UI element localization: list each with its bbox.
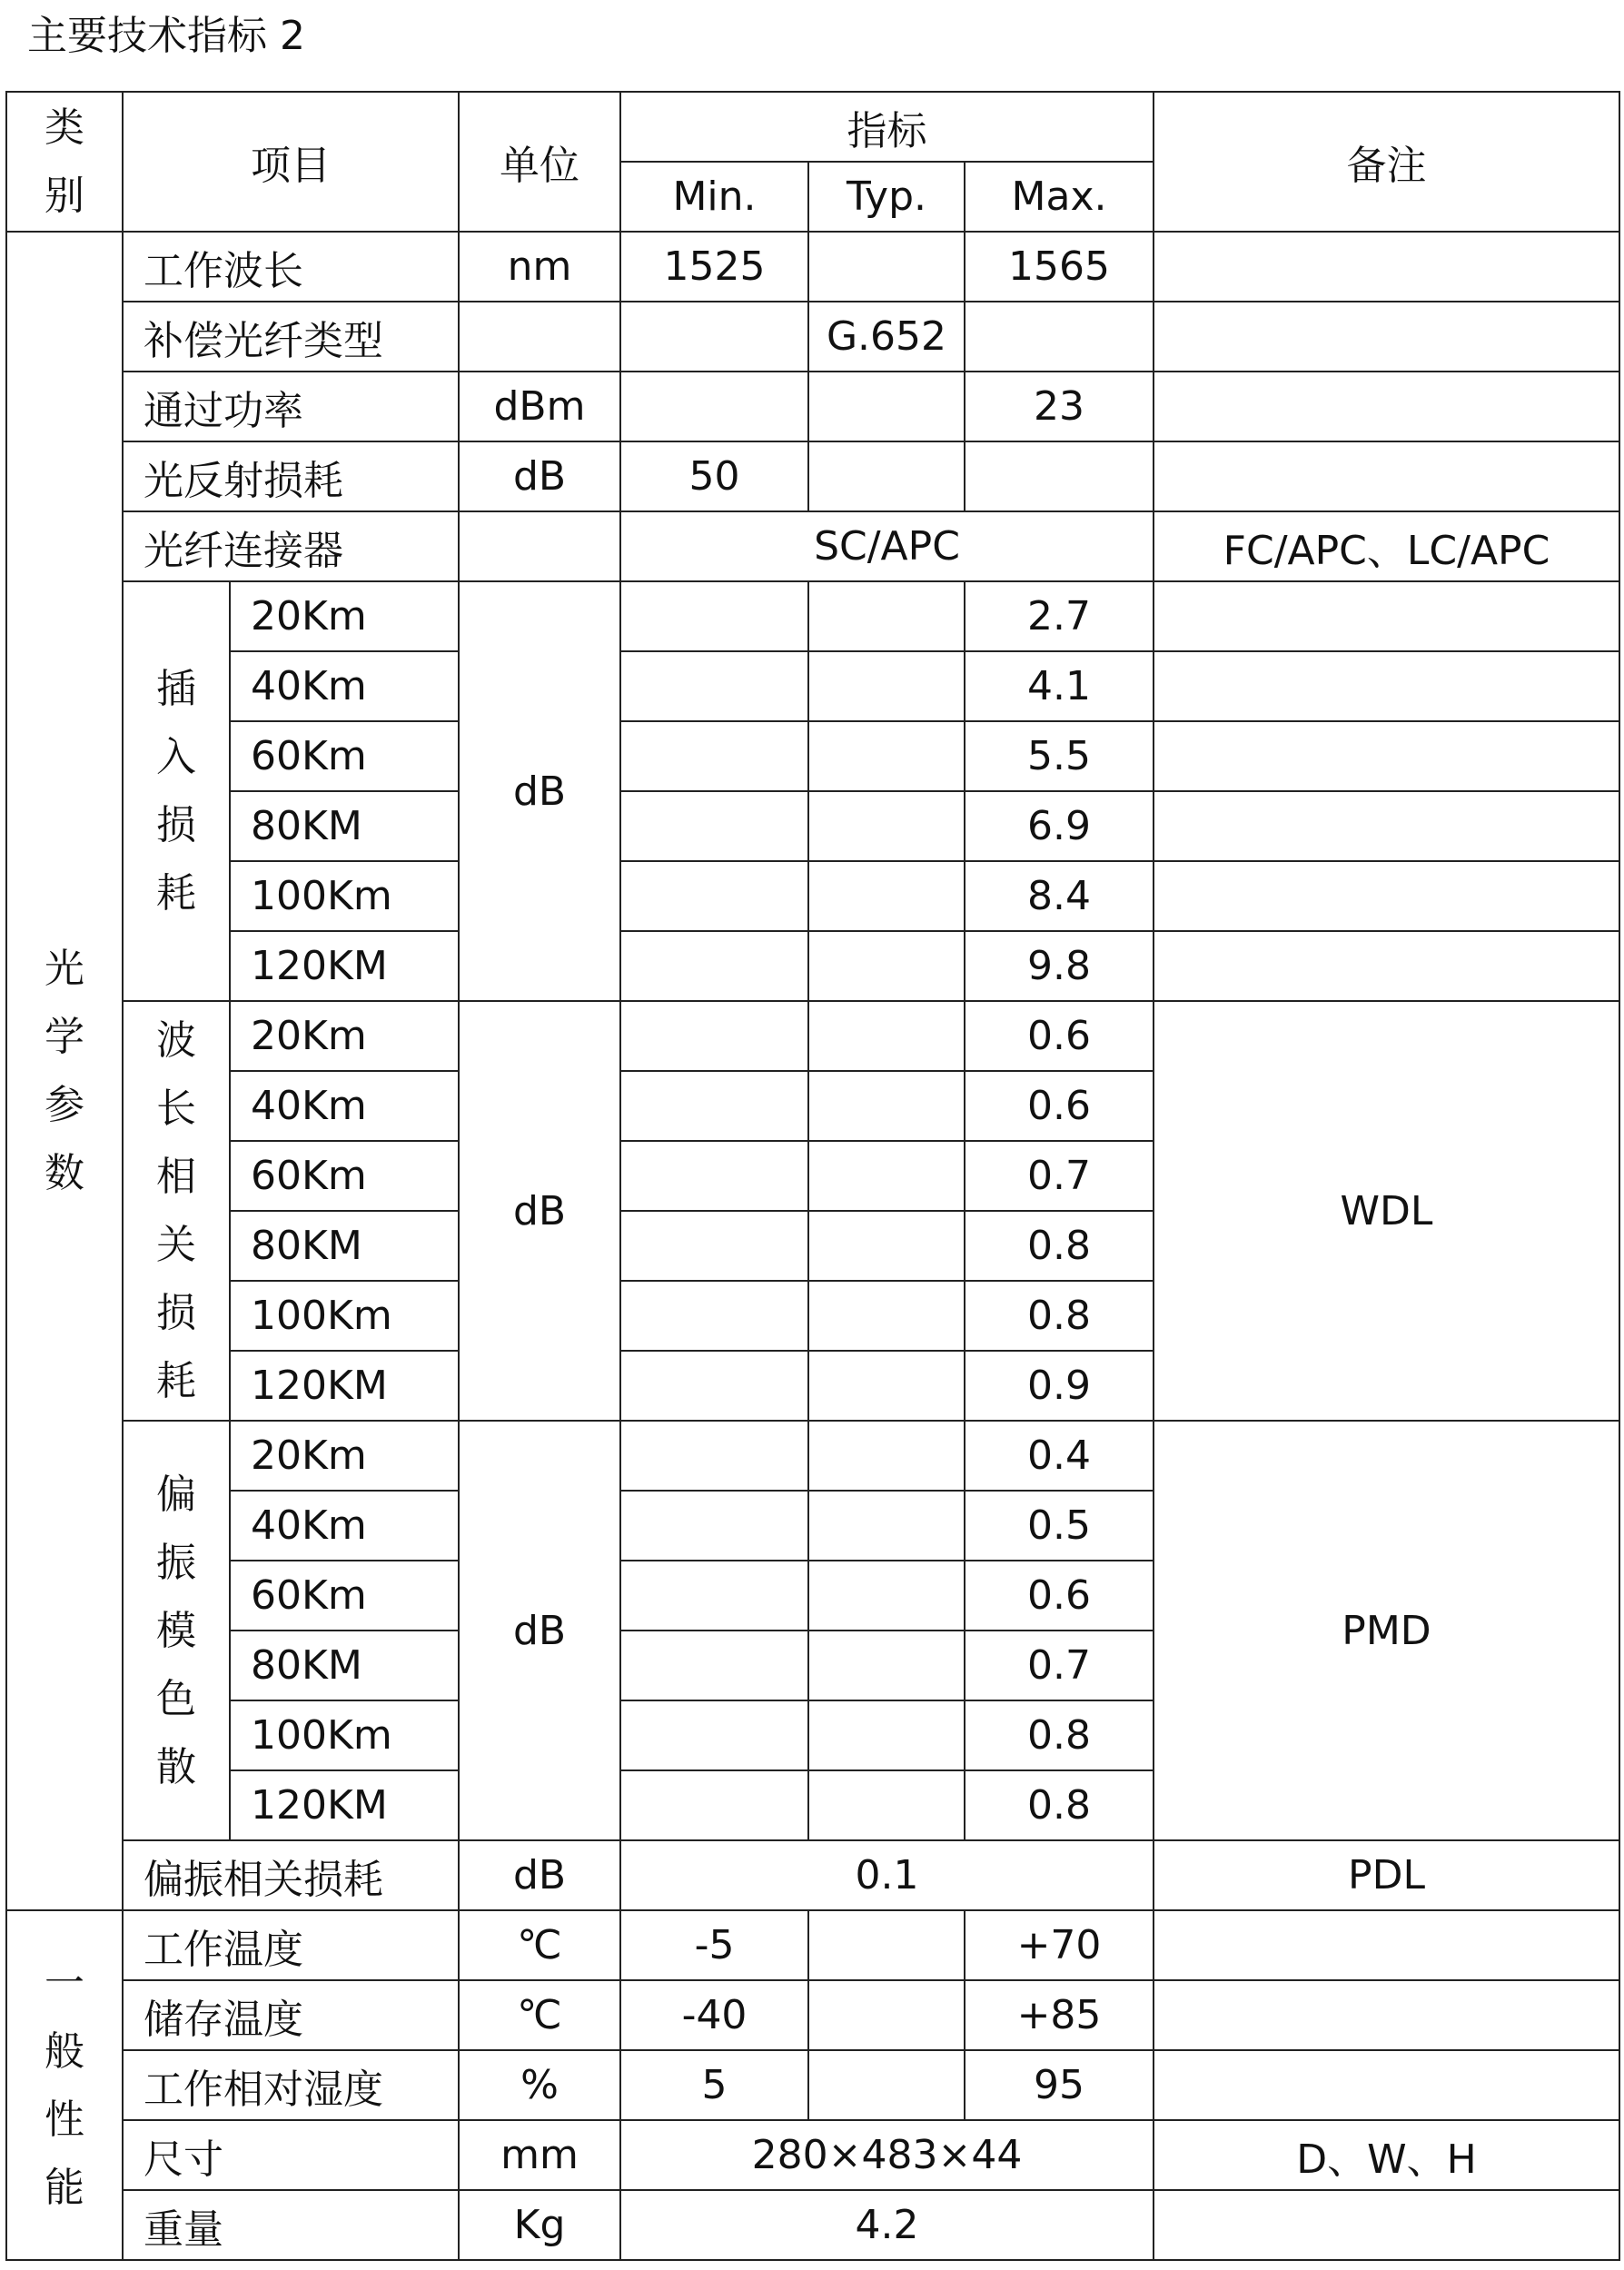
group-label-char: 插: [156, 666, 196, 712]
remark-cell: [1154, 791, 1619, 861]
remark-cell: [1154, 441, 1619, 511]
typ-cell: [808, 791, 965, 861]
remark-cell: [1154, 2050, 1619, 2120]
item-cell: 工作温度: [123, 1910, 459, 1980]
min-cell: [620, 1351, 808, 1421]
typ-cell: [808, 651, 965, 721]
unit-cell: ℃: [459, 1980, 620, 2050]
min-cell: [620, 721, 808, 791]
unit-cell: dB: [459, 1840, 620, 1910]
typ-cell: [808, 1281, 965, 1351]
typ-cell: [808, 581, 965, 651]
size-value: 280×483×44: [620, 2120, 1154, 2190]
remark-cell: [1154, 721, 1619, 791]
header-category-char: 类: [45, 104, 84, 151]
unit-cell: %: [459, 2050, 620, 2120]
unit-cell: dB: [459, 581, 620, 1001]
distance-cell: 100Km: [230, 1281, 459, 1351]
min-cell: [620, 1421, 808, 1491]
header-spec: 指标: [620, 92, 1154, 162]
typ-cell: [808, 861, 965, 931]
group-label-char: 相: [156, 1154, 196, 1200]
distance-cell: 120KM: [230, 1770, 459, 1840]
header-typ: Typ.: [808, 162, 965, 232]
min-cell: [620, 861, 808, 931]
distance-cell: 20Km: [230, 581, 459, 651]
max-cell: 0.6: [965, 1071, 1154, 1141]
unit-cell: [459, 511, 620, 581]
distance-cell: 60Km: [230, 1141, 459, 1211]
min-cell: [620, 1071, 808, 1141]
group-label: [123, 581, 230, 1001]
max-cell: 8.4: [965, 861, 1154, 931]
typ-cell: [808, 1421, 965, 1491]
max-cell: 0.5: [965, 1491, 1154, 1561]
typ-cell: [808, 2050, 965, 2120]
page-title: 主要技术指标 2: [27, 13, 305, 59]
typ-cell: [808, 1211, 965, 1281]
unit-cell: dB: [459, 1001, 620, 1421]
remark-cell: [1154, 861, 1619, 931]
max-cell: 0.4: [965, 1421, 1154, 1491]
group-label-char: 耗: [156, 870, 196, 917]
min-cell: [620, 651, 808, 721]
min-cell: 5: [620, 2050, 808, 2120]
typ-cell: G.652: [808, 302, 965, 372]
group-label-char: 波: [156, 1017, 196, 1064]
group-label-char: 损: [156, 1290, 196, 1336]
min-cell: [620, 1491, 808, 1561]
header-category: [6, 92, 123, 232]
remark-cell: D、W、H: [1154, 2120, 1619, 2190]
max-cell: 0.9: [965, 1351, 1154, 1421]
remark-cell: WDL: [1154, 1001, 1619, 1421]
remark-cell: [1154, 1980, 1619, 2050]
max-cell: 0.7: [965, 1631, 1154, 1700]
max-cell: 95: [965, 2050, 1154, 2120]
min-cell: [620, 1141, 808, 1211]
item-cell: 光纤连接器: [123, 511, 459, 581]
item-cell: 光反射损耗: [123, 441, 459, 511]
unit-cell: dB: [459, 1421, 620, 1840]
typ-cell: [808, 1001, 965, 1071]
min-cell: [620, 1631, 808, 1700]
group-label-char: 长: [156, 1085, 196, 1132]
remark-cell: PDL: [1154, 1840, 1619, 1910]
typ-cell: [808, 1700, 965, 1770]
remark-cell: [1154, 651, 1619, 721]
typ-cell: [808, 1910, 965, 1980]
category-optical: [6, 232, 123, 1910]
distance-cell: 60Km: [230, 721, 459, 791]
min-cell: [620, 581, 808, 651]
distance-cell: 100Km: [230, 861, 459, 931]
category-optical-char: 光: [45, 946, 84, 992]
remark-cell: [1154, 1910, 1619, 1980]
item-cell: 尺寸: [123, 2120, 459, 2190]
weight-value: 4.2: [620, 2190, 1154, 2260]
min-cell: -40: [620, 1980, 808, 2050]
distance-cell: 60Km: [230, 1561, 459, 1631]
group-label-char: 损: [156, 802, 196, 848]
max-cell: 2.7: [965, 581, 1154, 651]
max-cell: +70: [965, 1910, 1154, 1980]
remark-cell: [1154, 581, 1619, 651]
typ-cell: [808, 372, 965, 441]
category-optical-char: 参: [45, 1082, 84, 1128]
max-cell: 9.8: [965, 931, 1154, 1001]
remark-cell: [1154, 372, 1619, 441]
group-label-char: 振: [156, 1539, 196, 1586]
distance-cell: 20Km: [230, 1001, 459, 1071]
min-cell: [620, 791, 808, 861]
item-cell: 重量: [123, 2190, 459, 2260]
unit-cell: [459, 302, 620, 372]
header-max: Max.: [965, 162, 1154, 232]
spec-table: [5, 91, 1620, 2261]
max-cell: [965, 441, 1154, 511]
min-cell: [620, 1281, 808, 1351]
group-label-char: 关: [156, 1222, 196, 1268]
typ-cell: [808, 1071, 965, 1141]
group-label-char: 色: [156, 1675, 196, 1722]
max-cell: 5.5: [965, 721, 1154, 791]
max-cell: [965, 302, 1154, 372]
typ-cell: [808, 721, 965, 791]
distance-cell: 80KM: [230, 1631, 459, 1700]
unit-cell: Kg: [459, 2190, 620, 2260]
max-cell: 0.6: [965, 1561, 1154, 1631]
remark-cell: [1154, 931, 1619, 1001]
group-label: [123, 1001, 230, 1421]
header-remark: 备注: [1154, 92, 1619, 232]
connector-value: SC/APC: [620, 511, 1154, 581]
distance-cell: 40Km: [230, 1491, 459, 1561]
remark-cell: [1154, 232, 1619, 302]
header-unit: 单位: [459, 92, 620, 232]
group-label: [123, 1421, 230, 1840]
category-general-char: 一: [45, 1959, 84, 2007]
typ-cell: [808, 1141, 965, 1211]
min-cell: [620, 302, 808, 372]
max-cell: 0.8: [965, 1770, 1154, 1840]
category-optical-char: 数: [45, 1150, 84, 1196]
min-cell: -5: [620, 1910, 808, 1980]
unit-cell: ℃: [459, 1910, 620, 1980]
distance-cell: 120KM: [230, 1351, 459, 1421]
category-general-char: 般: [45, 2027, 84, 2075]
category-general: [6, 1910, 123, 2260]
max-cell: 6.9: [965, 791, 1154, 861]
typ-cell: [808, 232, 965, 302]
distance-cell: 20Km: [230, 1421, 459, 1491]
typ-cell: [808, 1561, 965, 1631]
distance-cell: 40Km: [230, 1071, 459, 1141]
max-cell: 0.8: [965, 1211, 1154, 1281]
unit-cell: dBm: [459, 372, 620, 441]
group-label-char: 散: [156, 1743, 196, 1790]
category-general-char: 能: [45, 2164, 84, 2211]
typ-cell: [808, 1351, 965, 1421]
item-cell: 偏振相关损耗: [123, 1840, 459, 1910]
min-cell: [620, 1770, 808, 1840]
header-item: 项目: [123, 92, 459, 232]
remark-cell: FC/APC、LC/APC: [1154, 511, 1619, 581]
typ-cell: [808, 441, 965, 511]
category-optical-char: 学: [45, 1014, 84, 1060]
item-cell: 工作波长: [123, 232, 459, 302]
min-cell: [620, 931, 808, 1001]
header-min: Min.: [620, 162, 808, 232]
item-cell: 通过功率: [123, 372, 459, 441]
min-cell: [620, 1211, 808, 1281]
max-cell: 23: [965, 372, 1154, 441]
typ-cell: [808, 1631, 965, 1700]
remark-cell: [1154, 302, 1619, 372]
distance-cell: 100Km: [230, 1700, 459, 1770]
typ-cell: [808, 1770, 965, 1840]
remark-cell: PMD: [1154, 1421, 1619, 1840]
item-cell: 储存温度: [123, 1980, 459, 2050]
header-category-char: 别: [45, 173, 84, 219]
typ-cell: [808, 1980, 965, 2050]
max-cell: 1565: [965, 232, 1154, 302]
item-cell: 工作相对湿度: [123, 2050, 459, 2120]
max-cell: 4.1: [965, 651, 1154, 721]
min-cell: [620, 372, 808, 441]
distance-cell: 80KM: [230, 791, 459, 861]
min-cell: [620, 1700, 808, 1770]
remark-cell: [1154, 2190, 1619, 2260]
typ-cell: [808, 1491, 965, 1561]
category-general-char: 性: [45, 2096, 84, 2143]
max-cell: +85: [965, 1980, 1154, 2050]
max-cell: 0.7: [965, 1141, 1154, 1211]
group-label-char: 耗: [156, 1358, 196, 1404]
unit-cell: nm: [459, 232, 620, 302]
typ-cell: [808, 931, 965, 1001]
distance-cell: 80KM: [230, 1211, 459, 1281]
group-label-char: 入: [156, 734, 196, 780]
unit-cell: dB: [459, 441, 620, 511]
distance-cell: 120KM: [230, 931, 459, 1001]
min-cell: 50: [620, 441, 808, 511]
pdl-value: 0.1: [620, 1840, 1154, 1910]
max-cell: 0.6: [965, 1001, 1154, 1071]
min-cell: 1525: [620, 232, 808, 302]
group-label-char: 模: [156, 1607, 196, 1654]
unit-cell: mm: [459, 2120, 620, 2190]
group-label-char: 偏: [156, 1471, 196, 1518]
min-cell: [620, 1561, 808, 1631]
item-cell: 补偿光纤类型: [123, 302, 459, 372]
max-cell: 0.8: [965, 1281, 1154, 1351]
max-cell: 0.8: [965, 1700, 1154, 1770]
min-cell: [620, 1001, 808, 1071]
distance-cell: 40Km: [230, 651, 459, 721]
